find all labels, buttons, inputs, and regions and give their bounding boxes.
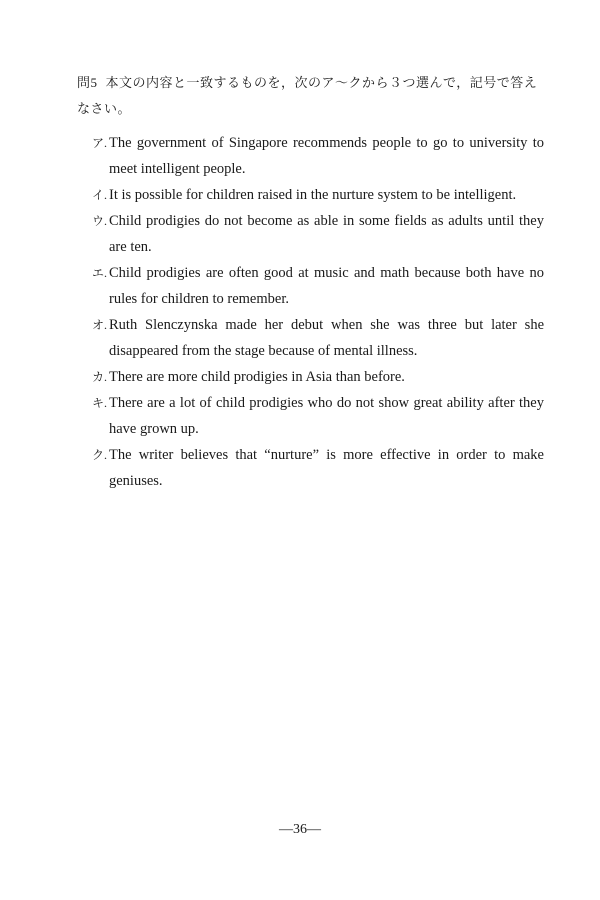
question-number: 問5 — [77, 75, 98, 90]
choice-item — [92, 182, 544, 208]
choice-list — [92, 130, 544, 494]
choice-item — [92, 390, 544, 442]
choice-item — [92, 260, 544, 312]
question-prompt: 本文の内容と一致するものを，次のア～クから３つ選んで，記号で答えなさい。 — [77, 75, 538, 116]
choice-mark: カ. — [92, 370, 108, 384]
choice-text: Child prodigies do not become as able in some fields as adults until they are ten. — [109, 213, 544, 255]
choice-mark: キ. — [92, 396, 108, 410]
choice-item — [92, 130, 544, 182]
choice-item — [92, 208, 544, 260]
choice-mark: ウ. — [92, 214, 108, 228]
choice-text: There are more child prodigies in Asia than before. — [109, 369, 405, 385]
choice-text: The government of Singapore recommends people to go to university to meet intelligent people. — [109, 135, 544, 177]
choice-mark: イ. — [92, 188, 108, 202]
choice-item — [92, 442, 544, 494]
page-number: —36— — [279, 822, 321, 837]
choice-text: Child prodigies are often good at music and math because both have no rules for children to remember. — [109, 265, 544, 307]
choice-mark: エ. — [92, 266, 108, 280]
choice-item — [92, 364, 544, 390]
choice-text: There are a lot of child prodigies who do not show great ability after they have grown up. — [109, 395, 544, 437]
question-header — [77, 70, 547, 122]
choice-text: The writer believes that “nurture” is more effective in order to make geniuses. — [109, 447, 544, 489]
choice-mark: ク. — [92, 448, 108, 462]
choice-text: It is possible for children raised in the nurture system to be intelligent. — [109, 187, 517, 203]
choice-text: Ruth Slenczynska made her debut when she was three but later she disappeared from the stage because of mental illness. — [109, 317, 544, 359]
choice-mark: ア. — [92, 136, 108, 150]
choice-mark: オ. — [92, 318, 108, 332]
choice-item — [92, 312, 544, 364]
